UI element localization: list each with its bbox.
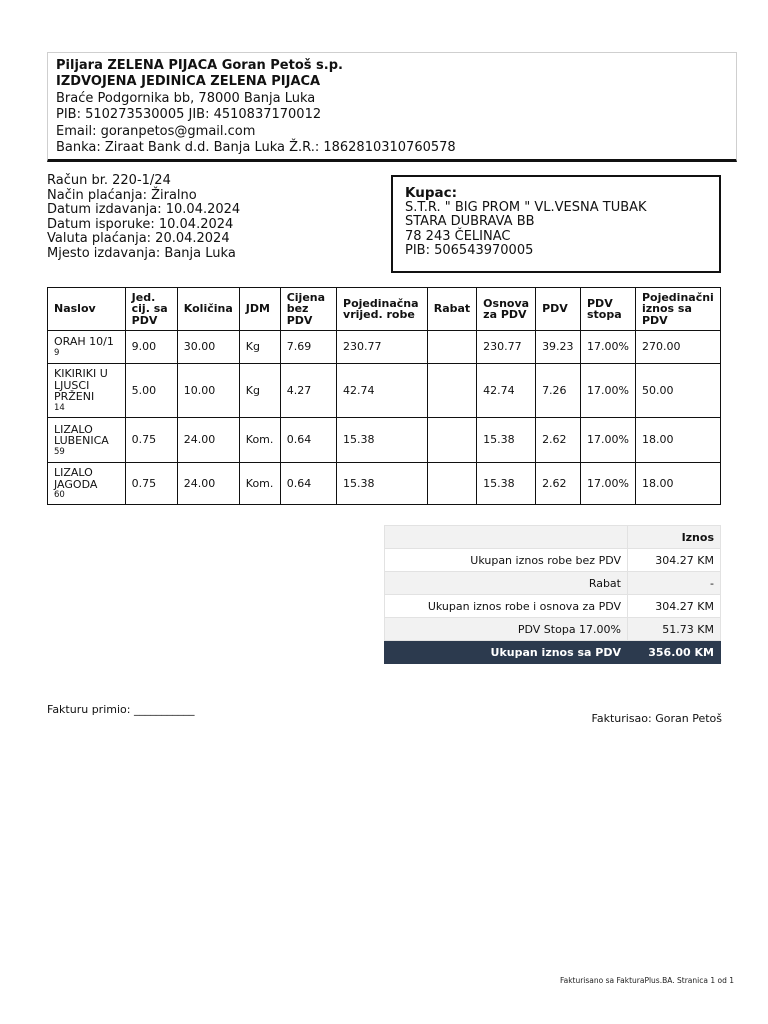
totals-label: Rabat (385, 572, 628, 595)
vat-rate-cell: 17.00% (581, 463, 636, 505)
invoice-meta (47, 174, 240, 262)
table-row (48, 418, 721, 463)
received-by: Fakturu primio: ___________ (47, 703, 195, 716)
vat-cell: 2.62 (536, 463, 581, 505)
grand-total-value: 356.00 KM (628, 641, 721, 664)
column-header: Rabat (427, 288, 476, 331)
vat-base-cell: 42.74 (477, 364, 536, 418)
total-cell: 18.00 (635, 418, 720, 463)
vat-rate-cell: 17.00% (581, 364, 636, 418)
discount-cell (427, 331, 476, 364)
seller-email: Email: goranpetos@gmail.com (56, 123, 256, 139)
discount-cell (427, 364, 476, 418)
items-table (47, 287, 721, 505)
value-cell: 42.74 (337, 364, 428, 418)
issue-place: Mjesto izdavanja: Banja Luka (47, 245, 236, 261)
totals-value: 304.27 KM (628, 549, 721, 572)
vat-base-cell: 15.38 (477, 418, 536, 463)
invoice-number: Račun br. 220-1/24 (47, 173, 171, 188)
totals-header-row (385, 526, 721, 549)
price-ex-vat-cell: 0.64 (280, 418, 336, 463)
vat-base-cell: 230.77 (477, 331, 536, 364)
column-header: Količina (177, 288, 239, 331)
totals-label: Ukupan iznos robe bez PDV (385, 549, 628, 572)
totals-header: Iznos (628, 526, 721, 549)
totals-header-spacer (385, 526, 628, 549)
value-cell: 230.77 (337, 331, 428, 364)
totals-value: 304.27 KM (628, 595, 721, 618)
totals-table (384, 525, 721, 664)
totals-value: 51.73 KM (628, 618, 721, 641)
unit-cell: Kg (239, 364, 280, 418)
seller-name: Piljara ZELENA PIJACA Goran Petoš s.p. (56, 58, 343, 73)
payment-method: Način plaćanja: Žiralno (47, 187, 197, 203)
column-header: Naslov (48, 288, 126, 331)
quantity-cell: 24.00 (177, 463, 239, 505)
column-header: PDV (536, 288, 581, 331)
column-header: Cijena bez PDV (280, 288, 336, 331)
vat-rate-cell: 17.00% (581, 331, 636, 364)
unit-price-cell: 0.75 (125, 418, 177, 463)
unit-price-cell: 5.00 (125, 364, 177, 418)
price-ex-vat-cell: 7.69 (280, 331, 336, 364)
seller-unit: IZDVOJENA JEDINICA ZELENA PIJACA (56, 74, 321, 90)
seller-bank: Banka: Ziraat Bank d.d. Banja Luka Ž.R.: 1862810310760578 (56, 140, 456, 156)
item-name-cell (48, 463, 126, 505)
item-name-cell (48, 418, 126, 463)
buyer-name: S.T.R. " BIG PROM " VL.VESNA TUBAK (405, 199, 647, 215)
item-name: LIZALO JAGODA (54, 466, 98, 491)
item-name-cell (48, 364, 126, 418)
total-cell: 270.00 (635, 331, 720, 364)
item-code: 14 (54, 402, 65, 413)
item-code: 60 (54, 490, 65, 500)
totals-row (385, 618, 721, 641)
totals-label: Ukupan iznos robe i osnova za PDV (385, 595, 628, 618)
table-row (48, 331, 721, 364)
column-header: Pojedinačni iznos sa PDV (635, 288, 720, 331)
buyer-box (391, 175, 721, 273)
column-header: Osnova za PDV (477, 288, 536, 331)
table-row (48, 463, 721, 505)
grand-total-row (385, 641, 721, 664)
unit-cell: Kg (239, 331, 280, 364)
item-name-cell (48, 331, 126, 364)
vat-cell: 2.62 (536, 418, 581, 463)
vat-cell: 39.23 (536, 331, 581, 364)
discount-cell (427, 463, 476, 505)
page-footer: Fakturisano sa FakturaPlus.BA. Stranica 1 od 1 (559, 976, 734, 985)
unit-cell: Kom. (239, 418, 280, 463)
discount-cell (427, 418, 476, 463)
total-cell: 18.00 (635, 463, 720, 505)
buyer-street: STARA DUBRAVA BB (405, 214, 535, 230)
column-header: Pojedinačna vrijed. robe (337, 288, 428, 331)
value-cell: 15.38 (337, 463, 428, 505)
item-code: 59 (54, 446, 65, 457)
buyer-city: 78 243 ČELINAC (405, 228, 511, 244)
column-header: PDV stopa (581, 288, 636, 331)
unit-price-cell: 9.00 (125, 331, 177, 364)
vat-rate-cell: 17.00% (581, 418, 636, 463)
quantity-cell: 24.00 (177, 418, 239, 463)
column-header: Jed. cij. sa PDV (125, 288, 177, 331)
due-date: Valuta plaćanja: 20.04.2024 (47, 231, 230, 247)
value-cell: 15.38 (337, 418, 428, 463)
totals-label: PDV Stopa 17.00% (385, 618, 628, 641)
totals-value: - (628, 572, 721, 595)
total-cell: 50.00 (635, 364, 720, 418)
totals-row (385, 595, 721, 618)
issued-by: Fakturisao: Goran Petoš (591, 712, 722, 725)
item-name: KIKIRIKI U LJUSCI PRŽENI (54, 367, 108, 404)
unit-price-cell: 0.75 (125, 463, 177, 505)
totals-row (385, 549, 721, 572)
unit-cell: Kom. (239, 463, 280, 505)
seller-block (47, 52, 737, 162)
seller-ids: PIB: 510273530005 JIB: 4510837170012 (56, 107, 322, 123)
totals-row (385, 572, 721, 595)
table-header-row (48, 288, 721, 331)
item-code: 9 (54, 347, 60, 358)
item-name: ORAH 10/1 (54, 335, 114, 349)
delivery-date: Datum isporuke: 10.04.2024 (47, 216, 234, 232)
grand-total-label: Ukupan iznos sa PDV (385, 641, 628, 664)
column-header: JDM (239, 288, 280, 331)
table-row (48, 364, 721, 418)
item-name: LIZALO LUBENICA (54, 422, 109, 447)
buyer-pib: PIB: 506543970005 (405, 243, 534, 259)
quantity-cell: 30.00 (177, 331, 239, 364)
quantity-cell: 10.00 (177, 364, 239, 418)
buyer-title: Kupac: (405, 185, 458, 201)
price-ex-vat-cell: 4.27 (280, 364, 336, 418)
seller-address: Braće Podgornika bb, 78000 Banja Luka (56, 90, 316, 106)
vat-base-cell: 15.38 (477, 463, 536, 505)
price-ex-vat-cell: 0.64 (280, 463, 336, 505)
issue-date: Datum izdavanja: 10.04.2024 (47, 202, 241, 218)
vat-cell: 7.26 (536, 364, 581, 418)
